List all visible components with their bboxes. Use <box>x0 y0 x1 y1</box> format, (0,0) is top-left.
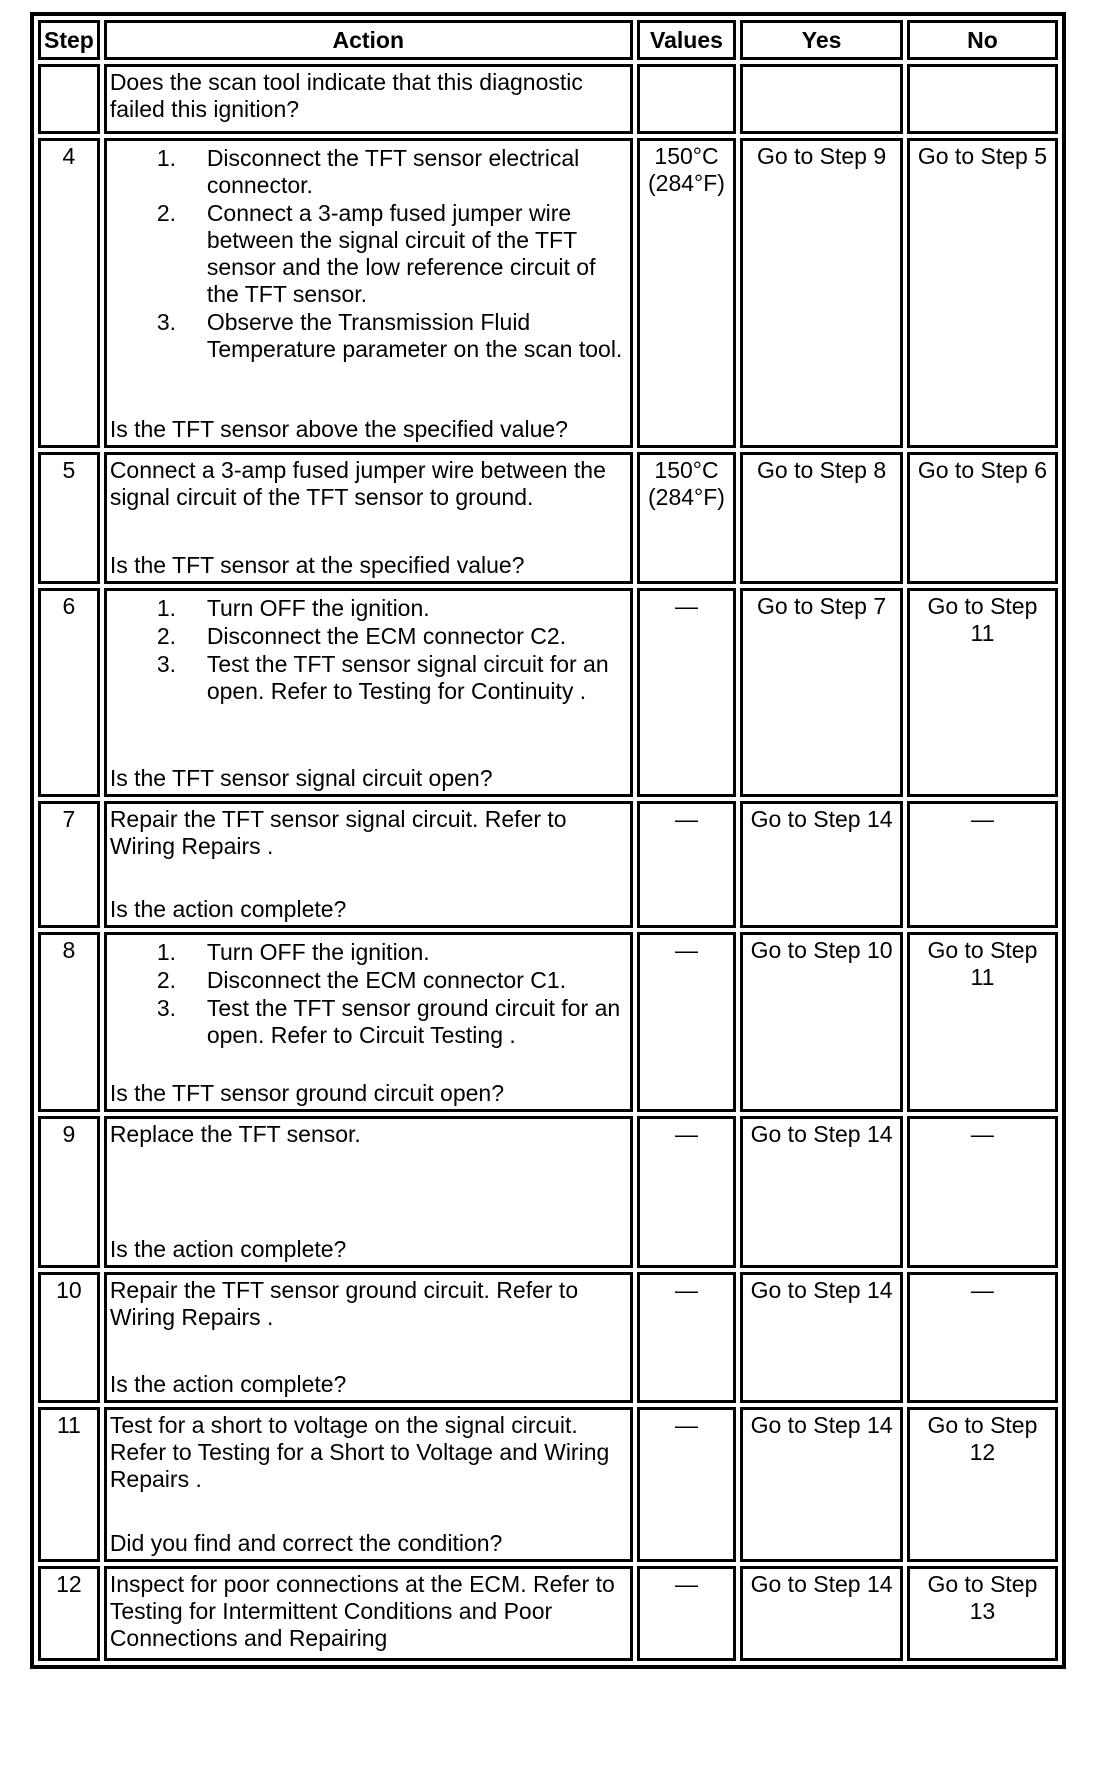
diagnostic-table-container <box>30 12 1066 1669</box>
step-cell: 12 <box>38 1566 100 1661</box>
list-number: 3. <box>156 995 176 1021</box>
value-cell: — <box>637 588 737 797</box>
table-row <box>38 1407 1058 1562</box>
step-cell: 6 <box>38 588 100 797</box>
yes-cell: Go to Step 7 <box>740 588 903 797</box>
no-cell: Go to Step 6 <box>907 452 1058 584</box>
action-question: Is the TFT sensor above the specified value? <box>109 416 568 442</box>
diagnostic-table <box>30 12 1066 1669</box>
list-text: Disconnect the ECM connector C1. <box>206 967 567 993</box>
step-cell: 10 <box>38 1272 100 1403</box>
yes-cell: Go to Step 14 <box>740 1272 903 1403</box>
header-no: No <box>907 20 1058 60</box>
action-cell <box>104 64 633 134</box>
action-steps-list <box>110 595 627 765</box>
step-cell: 9 <box>38 1116 100 1268</box>
action-cell <box>104 452 633 584</box>
value-cell: — <box>637 1566 737 1661</box>
list-text: Connect a 3-amp fused jumper wire between the signal circuit of the TFT sensor and the low reference circuit of the TFT sensor. <box>206 200 596 307</box>
list-text: Turn OFF the ignition. <box>206 939 430 965</box>
header-values: Values <box>637 20 737 60</box>
yes-cell: Go to Step 8 <box>740 452 903 584</box>
action-question: Is the action complete? <box>109 896 347 922</box>
yes-cell: Go to Step 9 <box>740 138 903 448</box>
table-row <box>38 138 1058 448</box>
no-cell: Go to Step 11 <box>907 588 1058 797</box>
table-row <box>38 64 1058 134</box>
action-cell <box>104 1566 633 1661</box>
value-cell: — <box>637 1272 737 1403</box>
action-cell <box>104 801 633 928</box>
yes-cell: Go to Step 14 <box>740 801 903 928</box>
no-cell: Go to Step 11 <box>907 932 1058 1112</box>
list-item <box>156 309 627 363</box>
no-cell: — <box>907 1116 1058 1268</box>
action-cell <box>104 1116 633 1268</box>
step-cell: 5 <box>38 452 100 584</box>
action-cell <box>104 588 633 797</box>
list-number: 2. <box>156 200 176 226</box>
list-item <box>156 145 627 199</box>
table-row <box>38 1272 1058 1403</box>
list-number: 3. <box>156 309 176 335</box>
list-text: Disconnect the TFT sensor electrical connector. <box>206 145 580 198</box>
yes-cell: Go to Step 14 <box>740 1407 903 1562</box>
action-cell <box>104 138 633 448</box>
step-cell: 7 <box>38 801 100 928</box>
no-cell: — <box>907 801 1058 928</box>
list-text: Disconnect the ECM connector C2. <box>206 623 567 649</box>
list-item <box>156 623 627 650</box>
table-row <box>38 1566 1058 1661</box>
list-item <box>156 995 627 1049</box>
yes-cell <box>740 64 903 134</box>
action-steps-list <box>110 145 627 416</box>
header-yes: Yes <box>740 20 903 60</box>
step-cell: 4 <box>38 138 100 448</box>
list-number: 1. <box>156 595 176 621</box>
header-action: Action <box>104 20 633 60</box>
action-cell <box>104 932 633 1112</box>
list-number: 1. <box>156 939 176 965</box>
list-number: 1. <box>156 145 176 171</box>
header-step: Step <box>38 20 100 60</box>
list-item <box>156 939 627 966</box>
list-item <box>156 200 627 308</box>
list-text: Observe the Transmission Fluid Temperature parameter on the scan tool. <box>206 309 623 362</box>
yes-cell: Go to Step 10 <box>740 932 903 1112</box>
table-row <box>38 452 1058 584</box>
yes-cell: Go to Step 14 <box>740 1116 903 1268</box>
action-cell <box>104 1407 633 1562</box>
action-question: Did you find and correct the condition? <box>109 1530 503 1556</box>
list-text: Turn OFF the ignition. <box>206 595 430 621</box>
value-cell: 150°C (284°F) <box>637 452 737 584</box>
list-text: Test the TFT sensor ground circuit for an open. Refer to Circuit Testing . <box>206 995 621 1048</box>
value-cell: — <box>637 1407 737 1562</box>
no-cell: — <box>907 1272 1058 1403</box>
value-cell: 150°C (284°F) <box>637 138 737 448</box>
list-number: 3. <box>156 651 176 677</box>
action-text: Repair the TFT sensor ground circuit. Refer to Wiring Repairs . <box>109 1277 579 1330</box>
list-item <box>156 595 627 622</box>
table-row <box>38 1116 1058 1268</box>
action-question: Is the TFT sensor at the specified value? <box>109 552 525 578</box>
action-question: Is the action complete? <box>109 1236 347 1262</box>
table-row <box>38 801 1058 928</box>
value-cell: — <box>637 801 737 928</box>
list-text: Test the TFT sensor signal circuit for an open. Refer to Testing for Continuity . <box>206 651 609 704</box>
action-text: Repair the TFT sensor signal circuit. Refer to Wiring Repairs . <box>109 806 567 859</box>
list-item <box>156 651 627 705</box>
action-question: Is the action complete? <box>109 1371 347 1397</box>
header-row <box>38 20 1058 60</box>
action-text: Test for a short to voltage on the signal circuit. Refer to Testing for a Short to Voltage and Wiring Repairs . <box>109 1412 610 1492</box>
value-cell <box>637 64 737 134</box>
list-item <box>156 967 627 994</box>
step-cell: 8 <box>38 932 100 1112</box>
no-cell: Go to Step 13 <box>907 1566 1058 1661</box>
action-cell <box>104 1272 633 1403</box>
step-cell <box>38 64 100 134</box>
action-text: Does the scan tool indicate that this diagnostic failed this ignition? <box>109 69 583 122</box>
action-text: Inspect for poor connections at the ECM. Refer to Testing for Intermittent Conditions and Poor Connections and Repairing <box>109 1571 615 1651</box>
table-row <box>38 588 1058 797</box>
action-question: Is the TFT sensor signal circuit open? <box>109 765 493 791</box>
value-cell: — <box>637 932 737 1112</box>
step-cell: 11 <box>38 1407 100 1562</box>
no-cell: Go to Step 12 <box>907 1407 1058 1562</box>
list-number: 2. <box>156 967 176 993</box>
action-steps-list <box>110 939 627 1080</box>
table-row <box>38 932 1058 1112</box>
value-cell: — <box>637 1116 737 1268</box>
action-text: Replace the TFT sensor. <box>109 1121 361 1147</box>
action-text: Connect a 3-amp fused jumper wire between the signal circuit of the TFT sensor to ground. <box>109 457 606 510</box>
list-number: 2. <box>156 623 176 649</box>
yes-cell: Go to Step 14 <box>740 1566 903 1661</box>
action-question: Is the TFT sensor ground circuit open? <box>109 1080 505 1106</box>
no-cell: Go to Step 5 <box>907 138 1058 448</box>
no-cell <box>907 64 1058 134</box>
